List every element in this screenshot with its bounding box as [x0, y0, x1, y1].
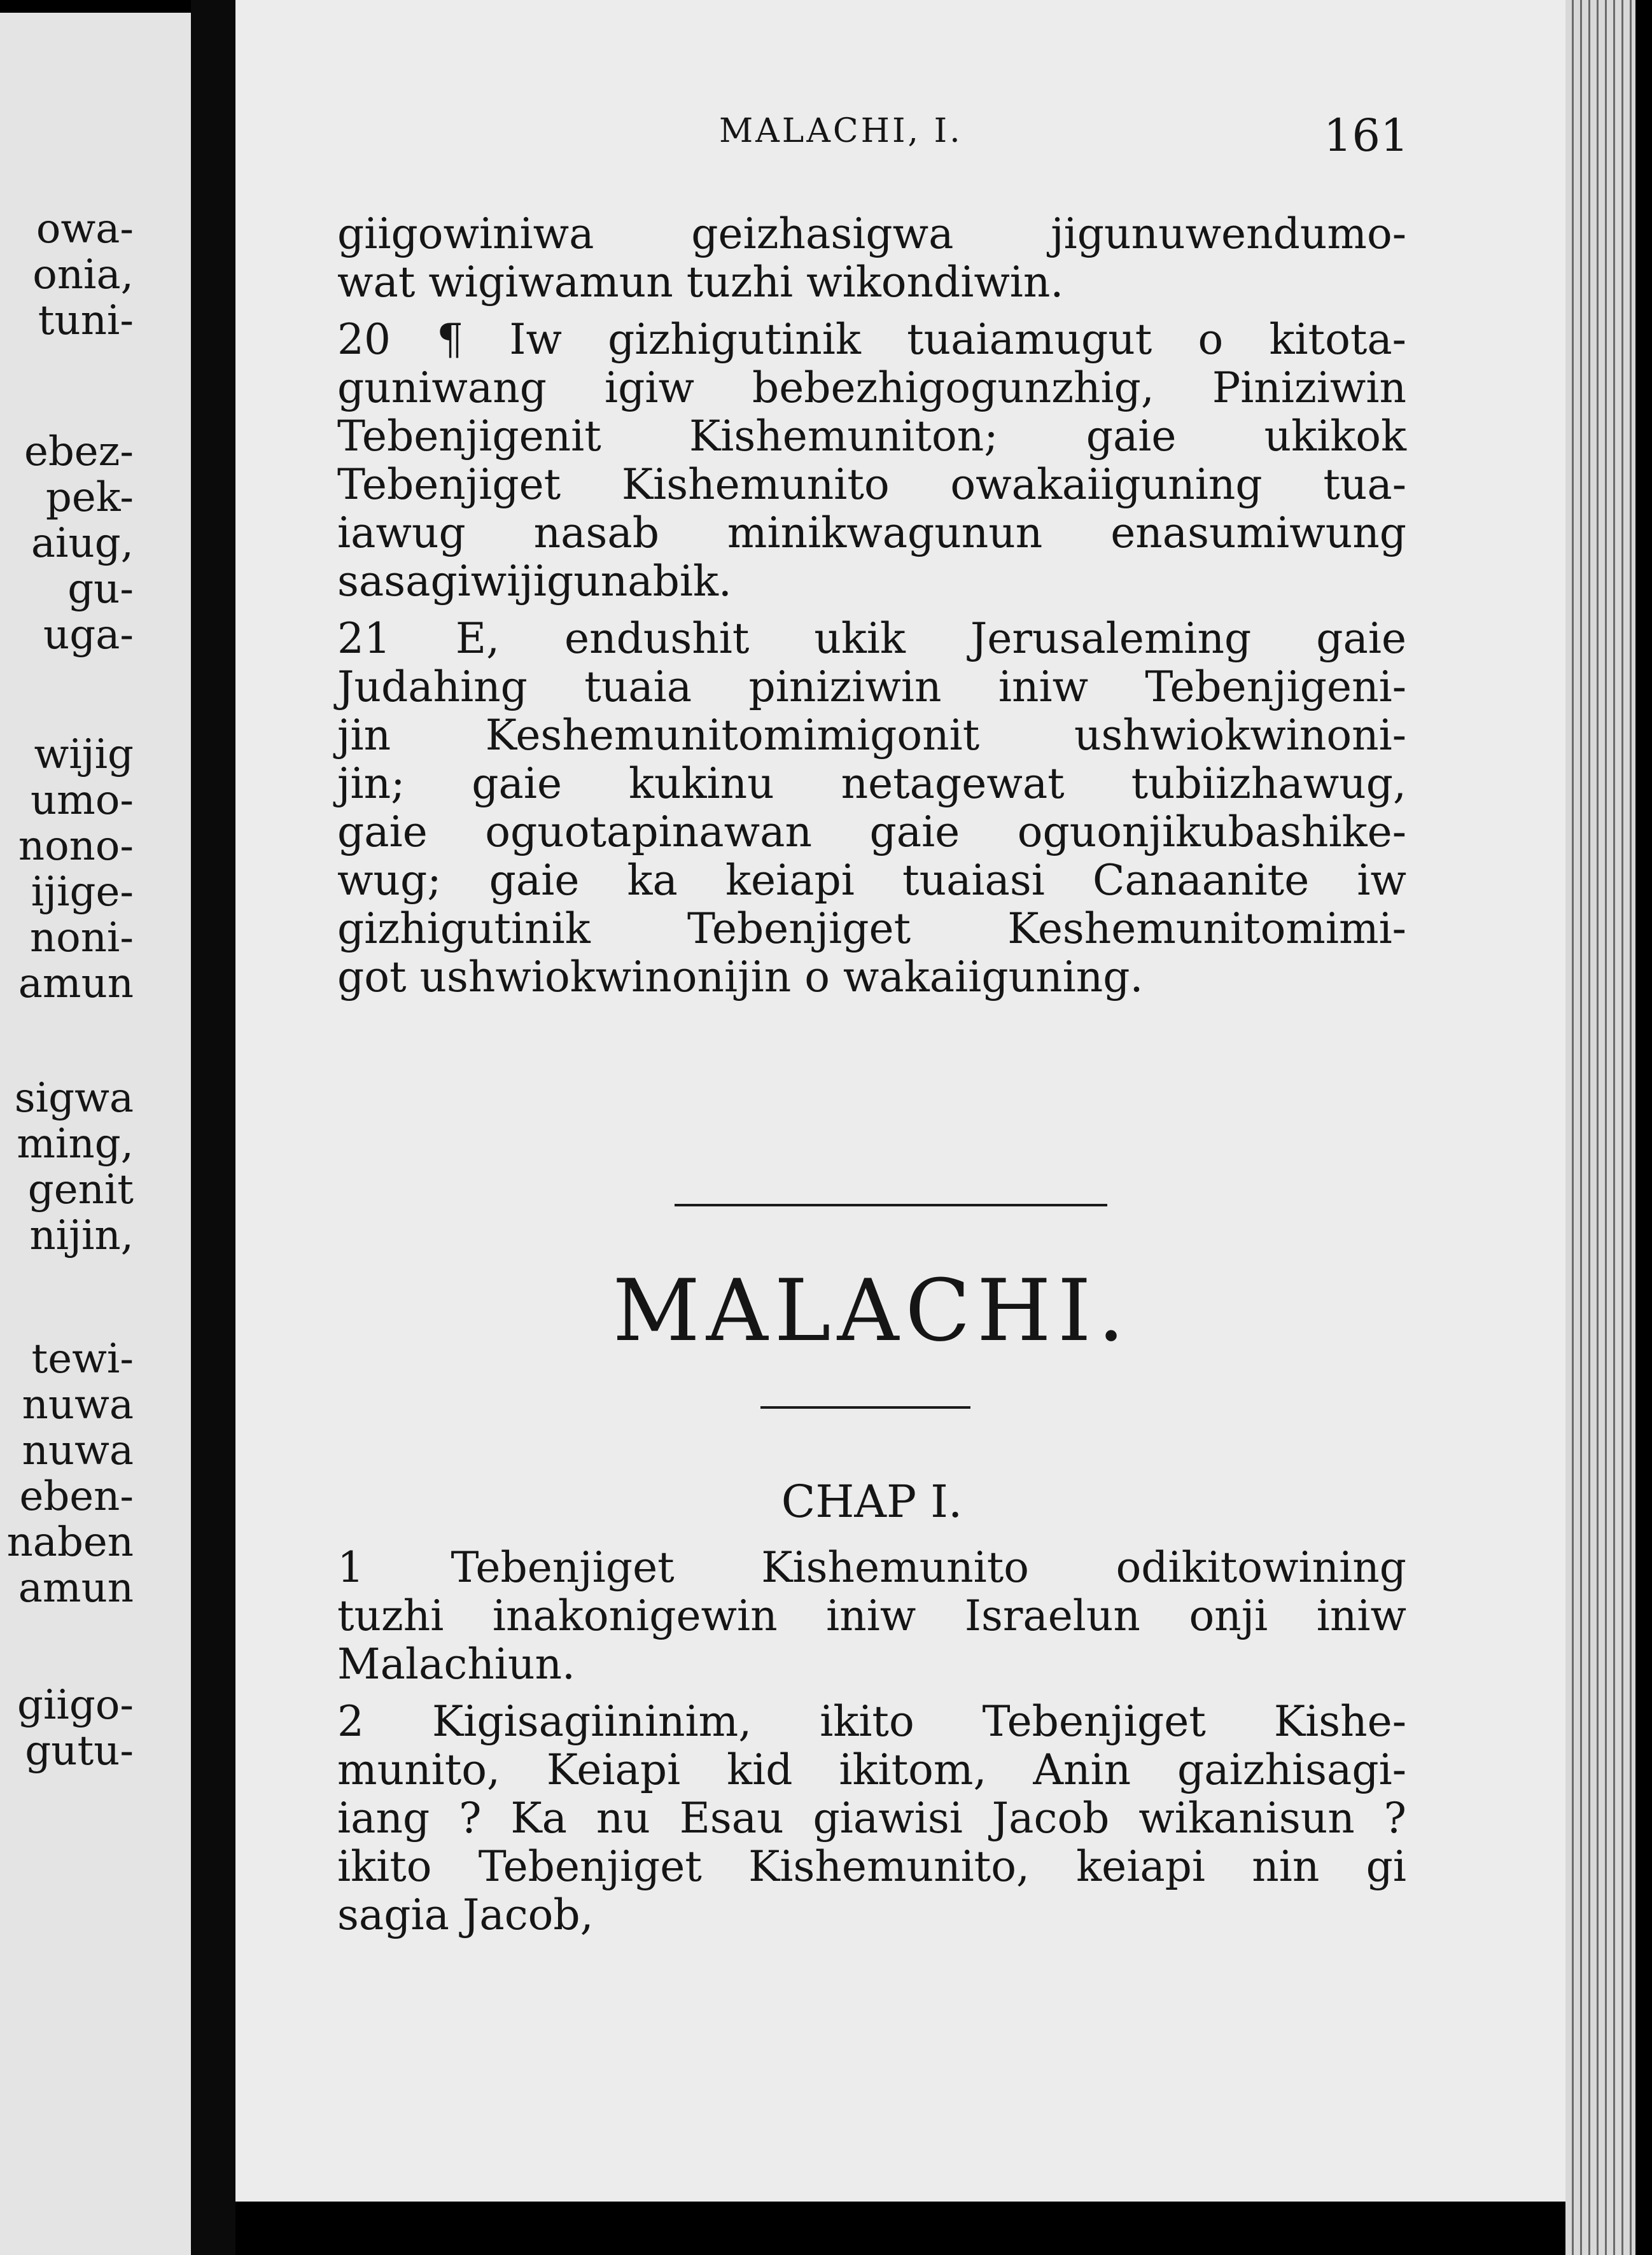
left-page-fragment: noni-	[29, 914, 134, 961]
text-line: tuzhi inakonigewin iniw Israelun onji iniw	[337, 1591, 1406, 1640]
left-page-fragment: genit	[27, 1166, 134, 1213]
chapter-heading: CHAP I.	[781, 1476, 963, 1528]
left-page-fragment: ebez-	[24, 428, 134, 475]
text-line: jin Keshemunitomimigonit ushwiokwinoni-	[337, 711, 1406, 760]
left-page-fragment: nijin,	[29, 1212, 134, 1259]
left-page-fragment: ming,	[17, 1121, 134, 1168]
text-line: 21 E, endushit ukik Jerusaleming gaie	[337, 614, 1406, 663]
left-page-edge	[0, 13, 191, 2255]
left-page-fragment: nuwa	[22, 1427, 134, 1474]
text-line: Malachiun.	[337, 1640, 575, 1689]
text-line: ikito Tebenjiget Kishemunito, keiapi nin gi	[337, 1842, 1406, 1891]
left-page-fragment: aiug,	[31, 520, 134, 567]
text-line: 20 ¶ Iw gizhigutinik tuaiamugut o kitota-	[337, 315, 1406, 364]
running-head: MALACHI, I.	[719, 112, 963, 150]
left-page-fragment: amun	[18, 1565, 134, 1612]
left-page-fragment: uga-	[43, 611, 134, 659]
page-edges	[1565, 0, 1635, 2255]
left-page-fragment: gu-	[67, 566, 134, 613]
book-title: MALACHI.	[612, 1261, 1131, 1360]
text-line: Judahing tuaia piniziwin iniw Tebenjigeni-	[337, 662, 1406, 711]
rule-above-title	[675, 1204, 1107, 1206]
left-page-fragment: amun	[18, 960, 134, 1007]
text-line: Tebenjiget Kishemunito owakaiiguning tua-	[337, 460, 1406, 509]
left-page-fragment: sigwa	[14, 1075, 134, 1122]
left-page-fragment: naben	[6, 1519, 134, 1566]
left-page-fragment: nono-	[18, 823, 134, 870]
left-page-fragment: wijig	[34, 731, 134, 778]
left-page-fragment: nuwa	[22, 1381, 134, 1428]
left-page-fragment: owa-	[36, 206, 134, 253]
left-page-fragment: onia,	[32, 251, 134, 298]
text-line: got ushwiokwinonijin o wakaiiguning.	[337, 953, 1144, 1002]
left-page-fragment: pek-	[45, 474, 134, 521]
text-line: munito, Keiapi kid ikitom, Anin gaizhisagi-	[337, 1745, 1406, 1794]
text-line: giigowiniwa geizhasigwa jigunuwendumo-	[337, 209, 1406, 258]
text-line: gizhigutinik Tebenjiget Keshemunitomimi-	[337, 904, 1406, 953]
page-number: 161	[1324, 109, 1409, 162]
left-page-fragment: giigo-	[17, 1682, 134, 1729]
text-line: sagia Jacob,	[337, 1890, 594, 1939]
text-line: Tebenjigenit Kishemuniton; gaie ukikok	[337, 412, 1406, 461]
text-line: iang ? Ka nu Esau giawisi Jacob wikanisun ?	[337, 1794, 1406, 1843]
text-line: jin; gaie kukinu netagewat tubiizhawug,	[337, 759, 1406, 808]
left-page-fragment: tuni-	[38, 297, 134, 344]
text-line: gaie oguotapinawan gaie oguonjikubashike-	[337, 807, 1406, 856]
text-line: iawug nasab minikwagunun enasumiwung	[337, 508, 1406, 557]
text-line: 2 Kigisagiininim, ikito Tebenjiget Kishe-	[337, 1697, 1406, 1746]
text-line: guniwang igiw bebezhigogunzhig, Piniziwin	[337, 363, 1406, 412]
text-line: wug; gaie ka keiapi tuaiasi Canaanite iw	[337, 856, 1406, 905]
left-page-fragment: umo-	[30, 777, 134, 824]
text-line: sasagiwijigunabik.	[337, 557, 732, 606]
text-line: 1 Tebenjiget Kishemunito odikitowining	[337, 1543, 1406, 1592]
book-gutter	[191, 0, 235, 2255]
left-page-fragment: ijige-	[31, 869, 134, 916]
left-page-fragment: eben-	[19, 1473, 134, 1520]
left-page-fragment: gutu-	[25, 1728, 134, 1775]
rule-below-title	[760, 1406, 970, 1409]
left-page-fragment: tewi-	[31, 1336, 134, 1383]
text-line: wat wigiwamun tuzhi wikondiwin.	[337, 258, 1064, 307]
